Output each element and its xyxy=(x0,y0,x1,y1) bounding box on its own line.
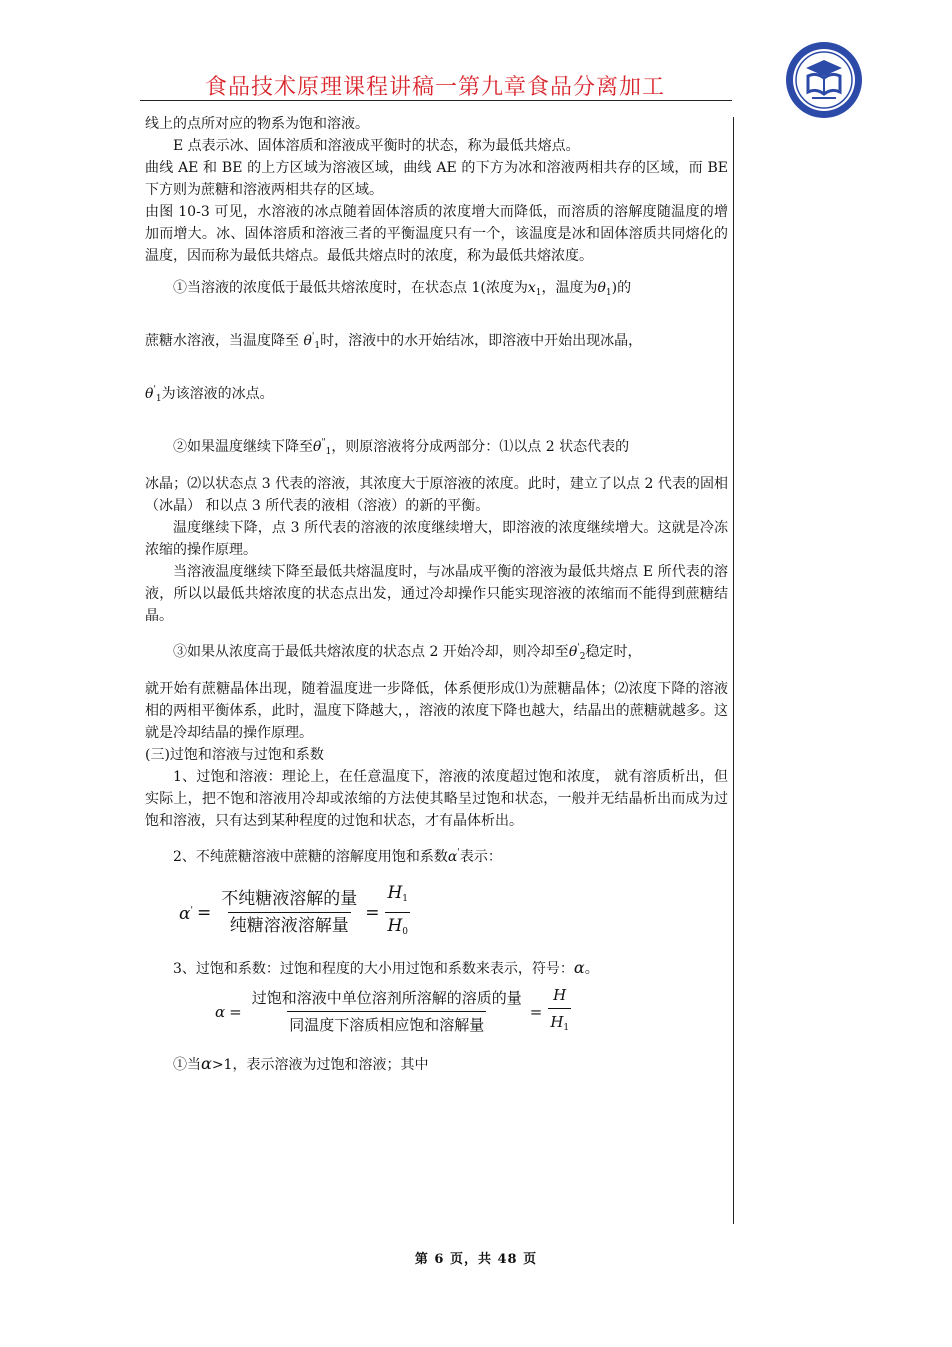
paragraph: 冰晶；⑵以状态点 3 代表的溶液，其浓度大于原溶液的浓度。此时，建立了以点 2 代表的固相（冰晶） 和以点 3 所代表的液相（溶液）的新的平衡。 xyxy=(145,476,728,514)
text-run: 。 xyxy=(584,961,599,977)
fraction-numerator: $H_1$ xyxy=(387,883,409,904)
text-run: ③如果从浓度高于最低共熔浓度的状态点 2 开始冷却，则冷却至 xyxy=(173,644,569,660)
paragraph: E 点表示冰、固体溶质和溶液成平衡时的状态，称为最低共熔点。 xyxy=(173,138,580,154)
symbol-theta1-prime: $\theta'_1$ xyxy=(303,332,321,351)
header-divider xyxy=(140,100,732,101)
fraction-numerator: 不纯糖液溶解的量 xyxy=(221,889,358,909)
formula-lhs: α xyxy=(215,1002,226,1021)
text-run: 3、过饱和系数：过饱和程度的大小用过饱和系数来表示，符号： xyxy=(173,961,574,977)
fraction-denominator: $H_0$ xyxy=(385,912,410,943)
fraction-numerator: H xyxy=(553,986,567,1004)
paragraph xyxy=(145,957,728,980)
text-run: 时，溶液中的水开始结冰，即溶液中开始出现冰晶， xyxy=(320,333,643,349)
symbol-theta2-prime: $\theta'_2$ xyxy=(568,643,586,662)
fraction xyxy=(250,987,524,1036)
paragraph: 线上的点所对应的物系为饱和溶液。 xyxy=(145,116,369,132)
lecture-body xyxy=(145,113,728,1076)
fraction-denominator: 同温度下溶质相应饱和溶解量 xyxy=(287,1011,486,1036)
paragraph: 当溶液温度继续下降至最低共熔温度时，与冰晶成平衡的溶液为最低共熔点 E 所代表的溶液，所以以最低共熔浓度的状态点出发，通过冷却操作只能实现溶液的浓缩而不能得到蔗糖结晶。 xyxy=(145,564,728,624)
paragraph xyxy=(145,326,728,357)
text-run: 表示： xyxy=(459,849,502,865)
equals-sign: = xyxy=(529,1002,543,1021)
fraction-numerator: 过饱和溶液中单位溶剂所溶解的溶质的量 xyxy=(251,989,522,1007)
fraction xyxy=(219,888,359,937)
paragraph xyxy=(145,1053,728,1076)
text-run: ，则原溶液将分成两部分：⑴以点 2 状态代表的 xyxy=(331,439,630,455)
university-emblem-icon xyxy=(784,40,864,120)
text-run: 稳定时， xyxy=(585,644,642,660)
equals-sign: = xyxy=(365,902,380,923)
paragraph: 曲线 AE 和 BE 的上方区域为溶液区域，曲线 AE 的下方为冰和溶液两相共存的区域，而 BE 下方则为蔗糖和溶液两相共存的区域。 xyxy=(145,160,728,198)
text-run: 为该溶液的冰点。 xyxy=(161,386,274,402)
fraction-denominator: 纯糖溶液溶解量 xyxy=(228,912,351,937)
paragraph: 就开始有蔗糖晶体出现，随着温度进一步降低，体系便形成⑴为蔗糖晶体；⑵浓度下降的溶液相的两相平衡体系，此时，温度下降越大，，溶液的浓度下降也越大，结晶出的蔗糖就越多。这就是冷却结晶的操作原理。 xyxy=(145,681,728,741)
text-run: ①当 xyxy=(173,1057,201,1073)
paragraph: 由图 10-3 可见，水溶液的冰点随着固体溶质的浓度增大而降低，而溶质的溶解度随温度的增加而增大。冰、固体溶质和溶液三者的平衡温度只有一个，该温度是冰和固体溶质共同熔化的温度，因而称为最低共熔点。最低共熔点时的浓度，称为最低共熔浓度。 xyxy=(145,204,728,264)
fraction xyxy=(548,984,571,1039)
right-margin-rule xyxy=(733,117,734,1224)
text-run: >1，表示溶液为过饱和溶液；其中 xyxy=(211,1057,429,1073)
text-run: 蔗糖水溶液，当温度降至 xyxy=(145,333,304,349)
equals-sign: = xyxy=(196,902,212,923)
symbol-alpha: α xyxy=(201,1054,212,1073)
paragraph xyxy=(145,379,728,410)
fraction xyxy=(385,882,410,943)
text-run: ②如果温度继续下降至 xyxy=(173,439,313,455)
symbol-theta1: $\theta_1$ xyxy=(597,280,612,298)
text-run: ①当溶液的浓度低于最低共熔浓度时，在状态点 1(浓度为 xyxy=(173,280,528,296)
text-run: )的 xyxy=(611,280,632,296)
symbol-alpha: α xyxy=(573,958,585,977)
paragraph-case-1 xyxy=(145,277,728,304)
formula-lhs: α' xyxy=(179,904,193,924)
equals-sign: = xyxy=(229,1002,242,1021)
supersaturation-coefficient-formula xyxy=(215,984,728,1039)
paragraph xyxy=(145,842,728,868)
paragraph-case-2 xyxy=(145,432,728,463)
page-number-footer: 第 6 页，共 48 页 xyxy=(414,1252,538,1267)
symbol-alpha-prime: α' xyxy=(447,848,460,865)
paragraph-case-3 xyxy=(145,637,728,668)
paragraph: 温度继续下降，点 3 所代表的溶液的浓度继续增大，即溶液的浓度继续增大。这就是冷冻浓缩的操作原理。 xyxy=(145,520,728,558)
symbol-x1: $x_1$ xyxy=(527,280,542,298)
section-heading: (三)过饱和溶液与过饱和系数 xyxy=(145,747,324,763)
fraction-denominator: $H_1$ xyxy=(548,1008,571,1039)
saturation-coefficient-formula xyxy=(179,882,728,943)
page-header-title: 食品技术原理课程讲稿一第九章食品分离加工 xyxy=(204,75,665,100)
paragraph: 1、过饱和溶液：理论上，在任意温度下，溶液的浓度超过饱和浓度， 就有溶质析出，但实际上，把不饱和溶液用冷却或浓缩的方法使其略呈过饱和状态，一般并无结晶析出而成为过饱和溶液，只有达到某种程度的过饱和状态，才有晶体析出。 xyxy=(145,769,728,829)
symbol-theta1-dprime: $\theta^"_1$ xyxy=(313,438,332,457)
text-run: ，温度为 xyxy=(541,280,598,296)
text-run: 2、不纯蔗糖溶液中蔗糖的溶解度用饱和系数 xyxy=(173,849,448,865)
symbol-theta1-prime: $\theta'_1$ xyxy=(145,385,162,404)
